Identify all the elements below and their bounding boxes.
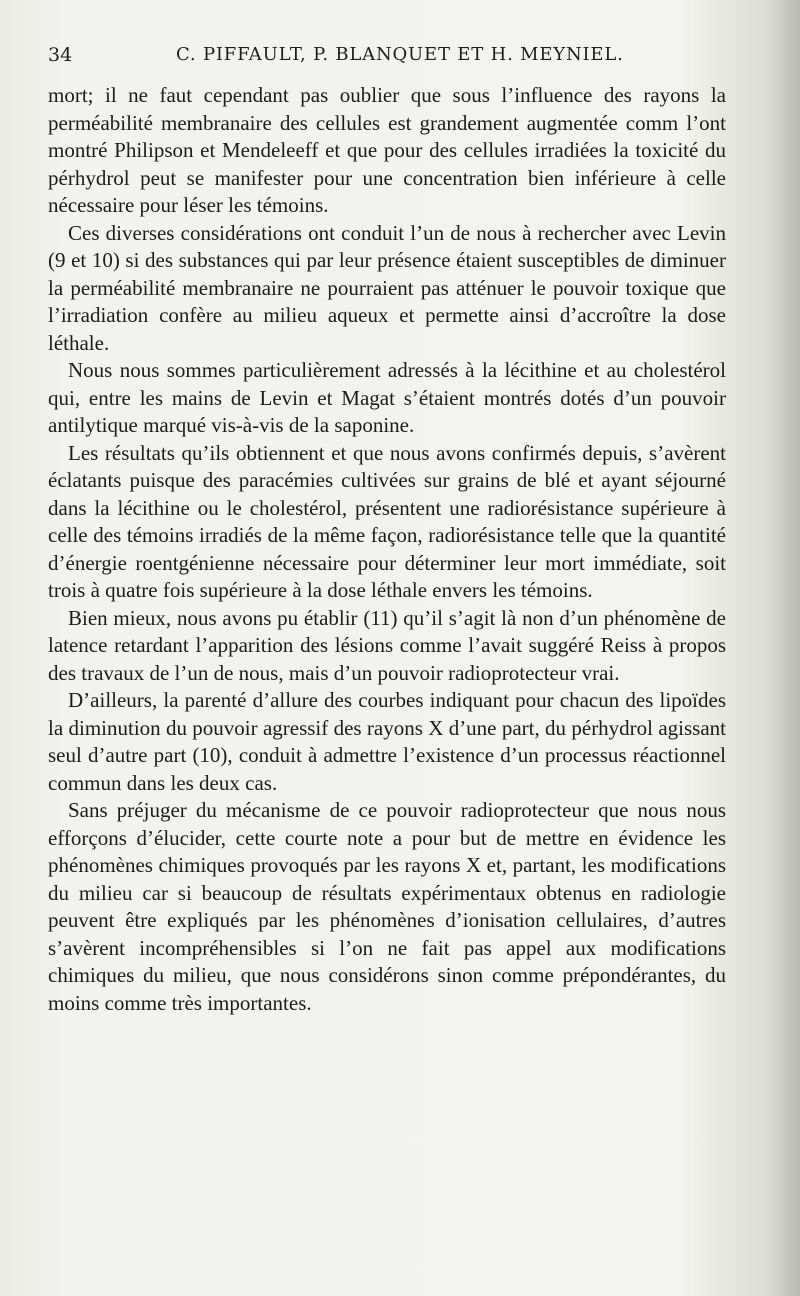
page-number: 34	[48, 44, 73, 66]
running-head	[48, 44, 748, 74]
paragraph: Ces diverses considérations ont conduit l’un de nous à rechercher avec Levin (9 et 10) si des substances qui par leur présence étaient susceptibles de diminuer la perméabilité membranaire ne pourraient pas atténuer le pouvoir toxique que l’irradiation confère au milieu aqueux et permette ainsi d’accroître la dose léthale.	[48, 220, 726, 355]
paragraph: Bien mieux, nous avons pu établir (11) qu’il s’agit là non d’un phénomène de latence retardant l’apparition des lésions comme l’avait suggéré Reiss à propos des travaux de l’un de nous, mais d’un pouvoir radioprotecteur vrai.	[48, 605, 726, 685]
body-text	[48, 82, 726, 1017]
paragraph: Les résultats qu’ils obtiennent et que nous avons confirmés depuis, s’avèrent éclatants puisque des paracémies cultivées sur grains de blé et ayant séjourné dans la lécithine ou le cholestérol, présentent une radiorésistance supérieure à celle des témoins irradiés de la même façon, radiorésistance telle que la quantité d’énergie roentgénienne nécessaire pour déterminer leur mort immédiate, soit trois à quatre fois supérieure à la dose léthale envers les témoins.	[48, 440, 726, 602]
paragraph: Nous nous sommes particulièrement adressés à la lécithine et au cholestérol qui, entre les mains de Levin et Magat s’étaient montrés dotés d’un pouvoir antilytique marqué vis-à-vis de la saponine.	[48, 358, 726, 437]
paragraph: mort; il ne faut cependant pas oublier que sous l’influence des rayons la perméabilité membranaire des cellules est grandement augmentée comm l’ont montré Philipson et Mendeleeff et que pour des cellules irradiées la toxicité du pérhydrol peut se manifester pour une concentration bien inférieure à celle nécessaire pour léser les témoins.	[48, 83, 726, 217]
running-head-title: C. PIFFAULT, P. BLANQUET ET H. MEYNIEL.	[176, 44, 624, 65]
paragraph: D’ailleurs, la parenté d’allure des courbes indiquant pour chacun des lipoïdes la diminution du pouvoir agressif des rayons X d’une part, du pérhydrol agissant seul d’autre part (10), conduit à admettre l’existence d’un processus réactionnel commun dans les deux cas.	[48, 688, 726, 795]
paragraph: Sans préjuger du mécanisme de ce pouvoir radioprotecteur que nous nous efforçons d’élucider, cette courte note a pour but de mettre en évidence les phénomènes chimiques provoqués par les rayons X et, partant, les modifications du milieu car si beaucoup de résultats expérimentaux obtenus en radiologie peuvent être expliqués par les phénomènes d’ionisation cellulaires, d’autres s’avèrent incompréhensibles si l’on ne fait pas appel aux modifications chimiques du milieu, que nous considérons sinon comme prépondérantes, du moins comme très importantes.	[48, 798, 726, 1015]
